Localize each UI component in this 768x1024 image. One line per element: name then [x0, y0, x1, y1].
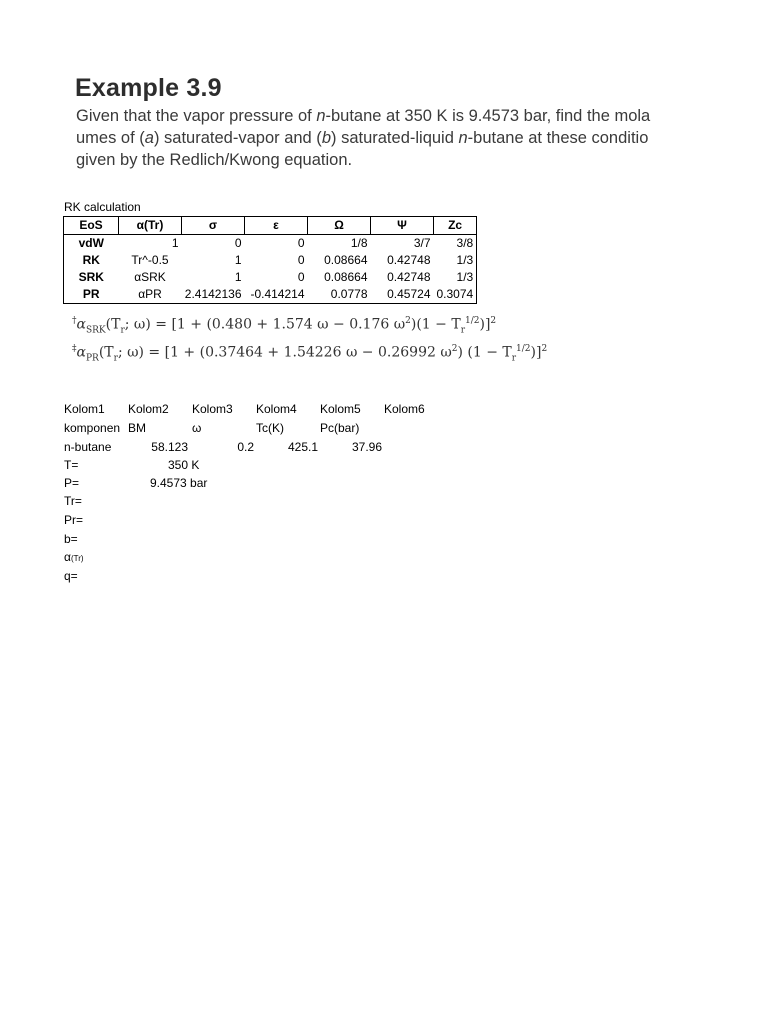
table-cell: 1/3: [434, 269, 477, 286]
table-cell: 1/8: [350, 236, 368, 250]
table-cell: 0.42748: [387, 253, 431, 267]
column-header-3: Kolom3: [192, 402, 233, 416]
table-row: [64, 235, 477, 253]
alpha-pr-formula: $^\ddagger\alpha_{PR}(T_r$; ω) = [1 + (0.37464 + 1.54226 ω − 0.26992 $\omega^2$) $(1 - T_r^{1/2})]^2$: [72, 344, 548, 364]
alpha-srk-formula: $^\dagger\alpha_{SRK}(T_r$; ω) = [1 + (0.480 + 1.574 ω − 0.176 $\omega^2)(1 - T_r^{1/2})]^2$: [72, 316, 497, 336]
header-epsilon: ε: [245, 217, 308, 235]
example-title: Example 3.9: [75, 74, 222, 102]
p-label: P=: [64, 476, 80, 490]
component-pc: 37.96: [351, 440, 382, 454]
p-value: 9.4573 bar: [150, 476, 208, 490]
table-cell: 0.08664: [324, 270, 368, 284]
table-cell: 3/7: [413, 236, 431, 250]
table-cell: 1: [234, 253, 242, 267]
b-label: b=: [64, 532, 78, 546]
table-cell: Tr^-0.5: [131, 253, 169, 267]
table-cell: 0.08664: [324, 253, 368, 267]
example-text-line-3: given by the Redlich/Kwong equation.: [76, 151, 353, 169]
komponen-label: komponen: [64, 421, 121, 435]
q-label: q=: [64, 569, 78, 583]
eos-parameter-table: [63, 216, 477, 304]
table-cell: 0: [297, 270, 305, 284]
table-cell: 1: [234, 270, 242, 284]
table-cell: 0.0778: [308, 286, 371, 304]
tr-label: Tr=: [64, 494, 82, 508]
table-cell: 0: [297, 253, 305, 267]
table-cell: RK: [64, 252, 119, 269]
table-cell: 1: [171, 236, 179, 250]
header-psi: Ψ: [371, 217, 434, 235]
table-cell: 0: [234, 236, 242, 250]
table-cell: 1/3: [434, 252, 477, 269]
column-header-5: Kolom5: [320, 402, 361, 416]
table-cell: 0.45724: [371, 286, 434, 304]
table-cell: 2.4142136: [182, 286, 245, 304]
table-row: [64, 269, 477, 286]
omega-label: ω: [192, 421, 202, 435]
t-label: T=: [64, 458, 79, 472]
table-header-row: [64, 217, 477, 235]
pc-label: Pc(bar): [320, 421, 360, 435]
table-cell: 0.42748: [387, 270, 431, 284]
table-cell: αPR: [119, 286, 182, 304]
column-header-6: Kolom6: [384, 402, 425, 416]
column-header-4: Kolom4: [256, 402, 297, 416]
column-header-1: Kolom1: [64, 402, 105, 416]
component-omega: 0.2: [237, 440, 254, 454]
table-cell: αSRK: [134, 270, 166, 284]
bm-label: BM: [128, 421, 146, 435]
table-row: [64, 252, 477, 269]
table-cell: SRK: [64, 269, 119, 286]
table-cell: vdW: [64, 235, 119, 253]
header-alpha: α(Tr): [119, 217, 182, 235]
header-eos: EoS: [64, 217, 119, 235]
table-cell: -0.414214: [245, 286, 308, 304]
component-name: n-butane: [64, 440, 112, 454]
header-sigma: σ: [182, 217, 245, 235]
table-cell: 0.3074: [434, 286, 477, 304]
table-cell: 3/8: [434, 235, 477, 253]
alpha-tr-label: α(Tr): [64, 550, 84, 564]
example-text-line-1: Given that the vapor pressure of n-butane at 350 K is 9.4573 bar, find the mola: [76, 107, 651, 125]
rk-calculation-label: RK calculation: [64, 200, 141, 214]
t-value: 350 K: [168, 458, 200, 472]
header-omega: Ω: [308, 217, 371, 235]
table-cell: PR: [64, 286, 119, 304]
component-tc: 425.1: [287, 440, 318, 454]
tc-label: Tc(K): [256, 421, 284, 435]
example-text-line-2: umes of (a) saturated-vapor and (b) saturated-liquid n-butane at these conditio: [76, 129, 649, 147]
table-cell: 0: [297, 236, 305, 250]
column-header-2: Kolom2: [128, 402, 169, 416]
component-bm: 58.123: [151, 440, 188, 454]
pr-label: Pr=: [64, 513, 84, 527]
header-zc: Zc: [434, 217, 477, 235]
table-row: [64, 286, 477, 304]
